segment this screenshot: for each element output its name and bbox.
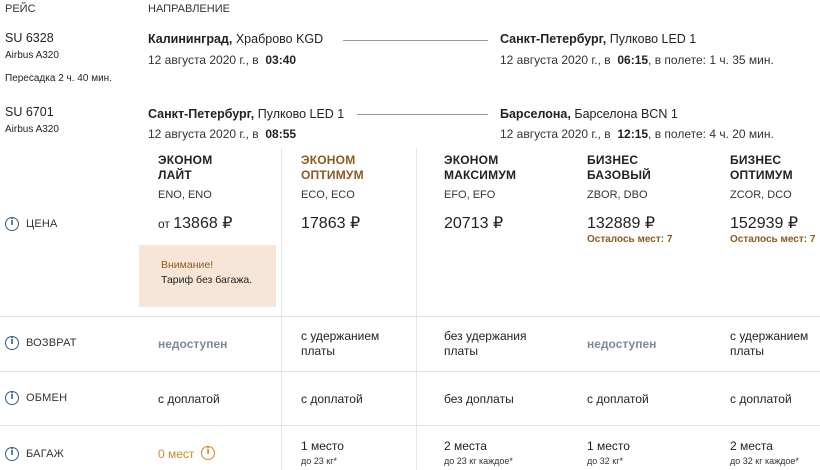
fare-codes: ENO, ENO xyxy=(158,189,212,201)
departure-datetime: 12 августа 2020 г., в 03:40 xyxy=(148,53,297,67)
departure-city: Калининград, Храброво KGD xyxy=(148,32,324,46)
fare-card-economy-optimum[interactable]: ЭКОНОМ ОПТИМУМ xyxy=(301,153,364,182)
baggage-value: 2 места xyxy=(730,439,773,453)
info-icon[interactable]: i xyxy=(201,446,215,460)
fare-price: 132889 ₽ xyxy=(587,215,656,232)
flight-number: SU 6328 xyxy=(5,31,54,45)
route-line xyxy=(357,114,488,115)
flight-number: SU 6701 xyxy=(5,105,54,119)
baggage-weight: до 32 кг* xyxy=(587,456,623,466)
seats-left: Осталось мест: 7 xyxy=(730,234,816,245)
baggage-value: 2 места xyxy=(444,439,487,453)
fare-card-business-optimum[interactable]: БИЗНЕС ОПТИМУМ xyxy=(730,153,793,182)
row-label-baggage: БАГАЖ xyxy=(26,448,65,460)
flight-column-header: РЕЙС xyxy=(5,3,36,15)
arrival-datetime: 12 августа 2020 г., в 06:15, в полете: 1 ч. 35 мин. xyxy=(500,53,774,67)
baggage-value: 0 мест xyxy=(158,447,195,461)
fare-price: 152939 ₽ xyxy=(730,215,799,232)
aircraft-type: Airbus A320 xyxy=(5,50,59,61)
fare-column-divider xyxy=(281,148,282,470)
exchange-value: с доплатой xyxy=(587,392,649,406)
row-divider xyxy=(0,425,820,426)
row-label-refund: ВОЗВРАТ xyxy=(26,337,77,349)
refund-value: недоступен xyxy=(587,337,657,351)
info-icon[interactable]: i xyxy=(5,391,19,405)
arrival-datetime: 12 августа 2020 г., в 12:15, в полете: 4 ч. 20 мин. xyxy=(500,127,774,141)
row-label-price: ЦЕНА xyxy=(26,218,58,230)
arrival-city: Барселона, Барселона BCN 1 xyxy=(500,107,678,121)
info-icon[interactable]: i xyxy=(5,336,19,350)
fare-codes: ZBOR, DBO xyxy=(587,189,648,201)
departure-datetime: 12 августа 2020 г., в 08:55 xyxy=(148,127,297,141)
exchange-value: без доплаты xyxy=(444,392,514,406)
transfer-info: Пересадка 2 ч. 40 мин. xyxy=(5,73,112,84)
route-line xyxy=(343,40,488,41)
fare-card-economy-maximum[interactable]: ЭКОНОМ МАКСИМУМ xyxy=(444,153,517,182)
refund-value: с удержанием платы xyxy=(730,329,809,358)
warning-title: Внимание! xyxy=(161,259,214,271)
refund-value: недоступен xyxy=(158,337,228,351)
fare-codes: ZCOR, DCO xyxy=(730,189,792,201)
fare-card-economy-lite[interactable]: ЭКОНОМ ЛАЙТ xyxy=(158,153,213,182)
warning-text: Тариф без багажа. xyxy=(161,274,253,286)
fare-column-divider xyxy=(416,148,417,470)
fare-card-business-basic[interactable]: БИЗНЕС БАЗОВЫЙ xyxy=(587,153,651,182)
row-divider xyxy=(0,371,820,372)
baggage-value: 1 место xyxy=(587,439,630,453)
baggage-value: 1 место xyxy=(301,439,344,453)
exchange-value: с доплатой xyxy=(158,392,220,406)
baggage-weight: до 32 кг каждое* xyxy=(730,456,799,466)
exchange-value: с доплатой xyxy=(301,392,363,406)
departure-city: Санкт-Петербург, Пулково LED 1 xyxy=(148,107,345,121)
baggage-weight: до 23 кг каждое* xyxy=(444,456,513,466)
fare-price: 20713 ₽ xyxy=(444,215,504,232)
direction-column-header: НАПРАВЛЕНИЕ xyxy=(148,3,230,15)
info-icon[interactable]: i xyxy=(5,447,19,461)
fare-codes: ECO, ECO xyxy=(301,189,355,201)
seats-left: Осталось мест: 7 xyxy=(587,234,673,245)
arrival-city: Санкт-Петербург, Пулково LED 1 xyxy=(500,32,697,46)
info-icon[interactable]: i xyxy=(5,217,19,231)
refund-value: с удержанием платы xyxy=(301,329,380,358)
aircraft-type: Airbus A320 xyxy=(5,124,59,135)
fare-price: 17863 ₽ xyxy=(301,215,361,232)
baggage-weight: до 23 кг* xyxy=(301,456,337,466)
no-baggage-warning xyxy=(139,245,276,307)
row-divider xyxy=(0,316,820,317)
fare-codes: EFO, EFO xyxy=(444,189,496,201)
row-label-exchange: ОБМЕН xyxy=(26,392,68,404)
refund-value: без удержания платы xyxy=(444,329,527,358)
exchange-value: с доплатой xyxy=(730,392,792,406)
fare-price: от 13868 ₽ xyxy=(158,215,233,232)
